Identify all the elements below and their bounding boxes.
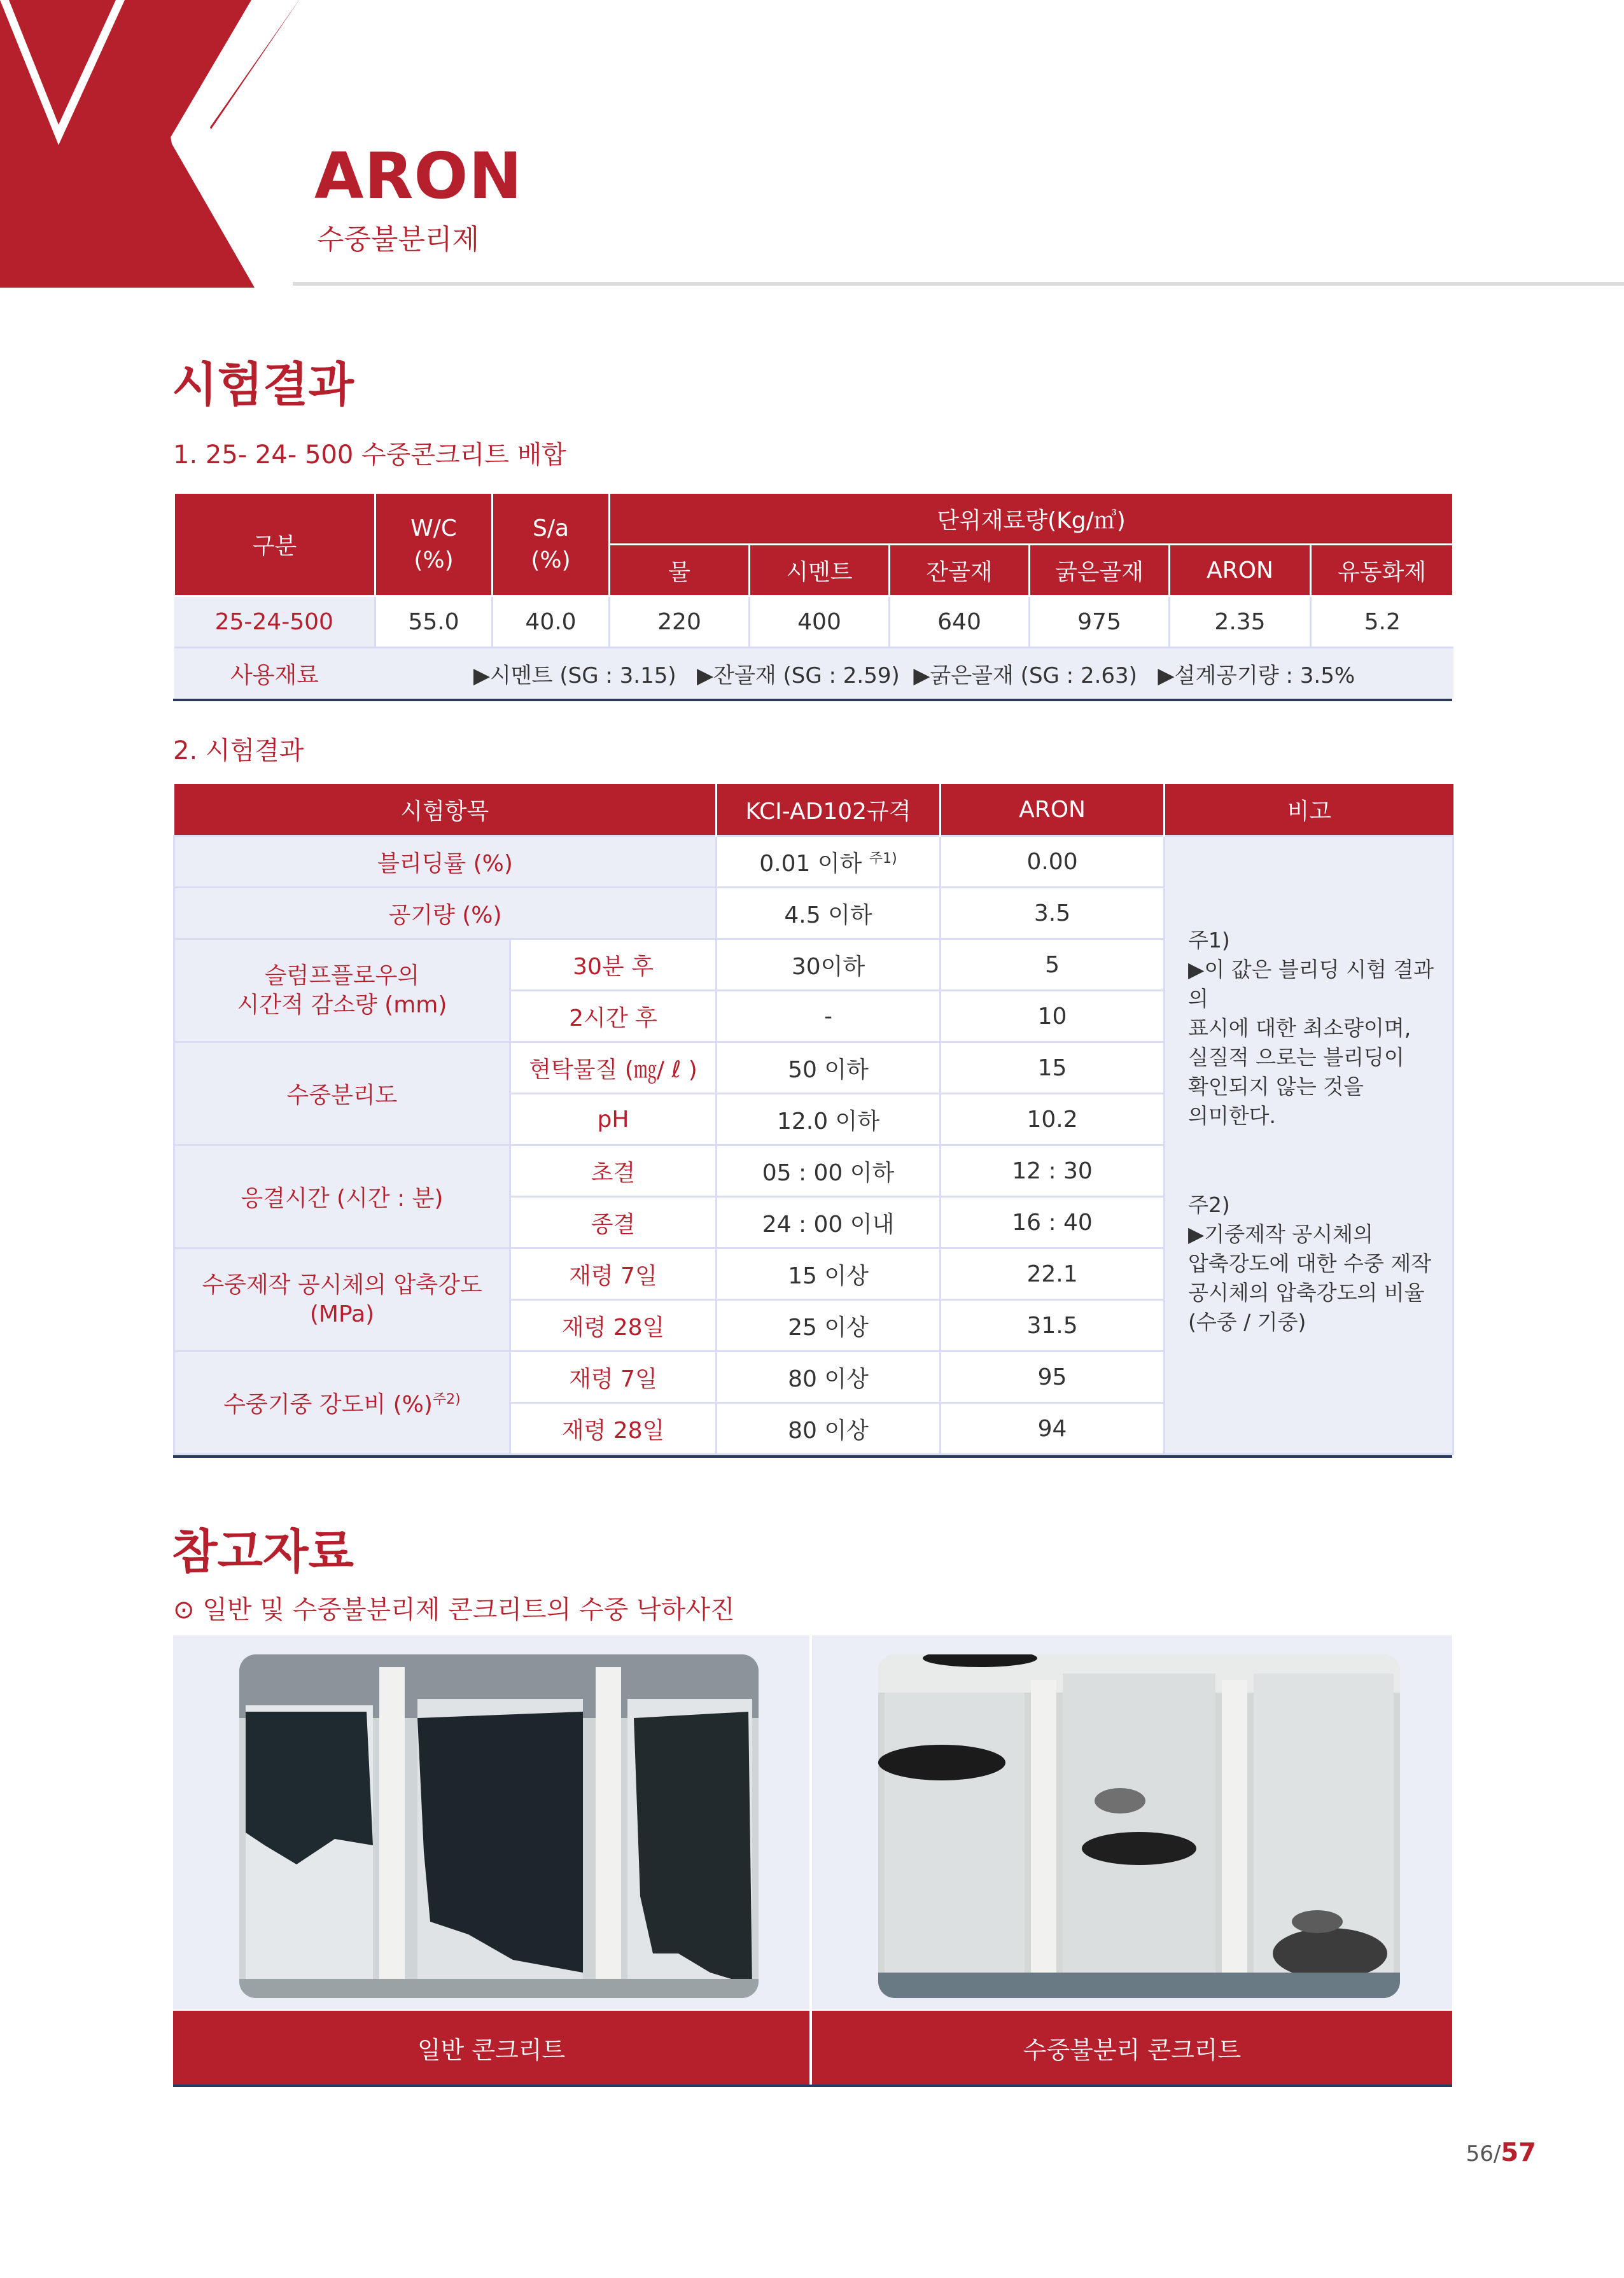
note1-text: ▶이 값은 블리딩 시험 결과의 표시에 대한 최소량이며, 실질적 으로는 블리딩이 확인되지 않는 것을 의미한다.: [1188, 957, 1434, 1128]
section-title-results: 시험결과: [172, 358, 354, 412]
sub-28day: 재령 28일: [510, 1300, 717, 1352]
sub-2hours: 2시간 후: [510, 991, 717, 1042]
cell-sa: 40.0: [493, 596, 610, 648]
sub-7day: 재령 7일: [510, 1248, 717, 1300]
header-kci-spec: KCI-AD102규격: [717, 784, 941, 836]
spec-7day-strength: 15 이상: [717, 1248, 941, 1300]
spec-ratio-7day: 80 이상: [717, 1352, 941, 1403]
subsection-title-results: 2. 시험결과: [173, 736, 304, 765]
brand-subtitle: 수중불분리제: [317, 223, 480, 256]
spec-ratio-28day: 80 이상: [717, 1403, 941, 1455]
header-category: 구분: [174, 493, 375, 596]
sub-suspended-solids: 현탁물질 (㎎/ ℓ ): [510, 1042, 717, 1094]
table-row: [174, 596, 1453, 648]
item-air-content: 공기량 (%): [174, 888, 717, 939]
spec-bleeding-value: 0.01 이하: [759, 850, 869, 877]
table-row: [174, 836, 1453, 888]
header-test-item: 시험항목: [174, 784, 717, 836]
ordinary-concrete-photo: [239, 1654, 759, 1998]
table-bottom-rule: [173, 1455, 1452, 1458]
aron-2hours: 10: [941, 991, 1165, 1042]
sub-ratio-7day: 재령 7일: [510, 1352, 717, 1403]
footnote-ref-2: 주2): [432, 1392, 461, 1408]
mix-table: [173, 492, 1454, 698]
cell-fine-aggregate: 640: [890, 596, 1030, 648]
note2-title: 주2): [1188, 1192, 1230, 1217]
caption-ordinary-concrete: 일반 콘크리트: [173, 2011, 809, 2085]
group-strength-ratio: [174, 1352, 510, 1455]
cell-cement: 400: [750, 596, 890, 648]
note1-title: 주1): [1188, 928, 1230, 953]
spec-28day-strength: 25 이상: [717, 1300, 941, 1352]
sub-ratio-28day: 재령 28일: [510, 1403, 717, 1455]
materials-label: 사용재료: [174, 648, 375, 699]
header-water: 물: [610, 545, 750, 596]
group-washout: 수중분리도: [174, 1042, 510, 1145]
aron-initial-set: 12 : 30: [941, 1145, 1165, 1197]
header-aron: ARON: [1170, 545, 1311, 596]
aron-final-set: 16 : 40: [941, 1197, 1165, 1248]
aron-air-content: 3.5: [941, 888, 1165, 939]
note2-text: ▶기중제작 공시체의 압축강도에 대한 수중 제작 공시체의 압축강도의 비율 (수중 / 기중): [1188, 1222, 1432, 1334]
aron-30min: 5: [941, 939, 1165, 991]
aron-28day-strength: 31.5: [941, 1300, 1165, 1352]
table-bottom-rule: [173, 699, 1452, 701]
section-title-reference: 참고자료: [172, 1525, 354, 1579]
header-wc: W/C (%): [375, 493, 493, 596]
group-setting-time: 응결시간 (시간 : 분): [174, 1145, 510, 1248]
cell-water: 220: [610, 596, 750, 648]
row-label: 25-24-500: [174, 596, 375, 648]
caption-bottom-rule: [173, 2085, 1452, 2087]
group-compressive-strength: 수중제작 공시체의 압축강도 (MPa): [174, 1248, 510, 1352]
header-sa: S/a (%): [493, 493, 610, 596]
sub-final-set: 종결: [510, 1197, 717, 1248]
header-cement: 시멘트: [750, 545, 890, 596]
header-remarks: 비고: [1165, 784, 1453, 836]
page-current: 56/: [1466, 2141, 1501, 2167]
spec-2hours: -: [717, 991, 941, 1042]
footnote-ref-1: 주1): [869, 850, 897, 867]
materials-text: ▶시멘트 (SG : 3.15) ▶잔골재 (SG : 2.59) ▶굵은골재 (SG : 2.63) ▶설계공기량 : 3.5%: [375, 648, 1453, 699]
spec-suspended-solids: 50 이하: [717, 1042, 941, 1094]
sub-30min: 30분 후: [510, 939, 717, 991]
header-fine-aggregate: 잔골재: [890, 545, 1030, 596]
page-total: 57: [1501, 2138, 1536, 2167]
sub-ph: pH: [510, 1094, 717, 1145]
results-table: [173, 784, 1454, 1455]
cell-aron: 2.35: [1170, 596, 1311, 648]
cell-superplasticizer: 5.2: [1364, 608, 1401, 635]
caption-anti-washout-concrete: 수중불분리 콘크리트: [812, 2011, 1452, 2085]
header-unit-amount: 단위재료량(Kg/㎥): [610, 493, 1453, 545]
spec-bleeding: [717, 836, 941, 888]
remarks-cell: [1165, 836, 1453, 1455]
header-aron-result: ARON: [941, 784, 1165, 836]
cell-wc: 55.0: [375, 596, 493, 648]
table-row: [174, 648, 1453, 699]
aron-ph: 10.2: [941, 1094, 1165, 1145]
group-slump-flow: 슬럼프플로우의 시간적 감소량 (mm): [174, 939, 510, 1042]
aron-7day-strength: 22.1: [941, 1248, 1165, 1300]
spec-30min: 30이하: [717, 939, 941, 991]
header-superplasticizer: 유동화제: [1311, 545, 1453, 596]
spec-air-content: 4.5 이하: [717, 888, 941, 939]
item-bleeding: 블리딩률 (%): [174, 836, 717, 888]
aron-ratio-28day: 94: [941, 1403, 1165, 1455]
anti-washout-concrete-photo: [878, 1654, 1400, 1998]
spec-ph: 12.0 이하: [717, 1094, 941, 1145]
aron-suspended-solids: 15: [941, 1042, 1165, 1094]
cell-coarse-aggregate: 975: [1030, 596, 1170, 648]
header-coarse-aggregate: 굵은골재: [1030, 545, 1170, 596]
aron-ratio-7day: 95: [941, 1352, 1165, 1403]
subsection-title-mix: 1. 25- 24- 500 수중콘크리트 배합: [173, 440, 566, 470]
aron-bleeding: 0.00: [941, 836, 1165, 888]
subsection-title-photos: ⊙ 일반 및 수중불분리제 콘크리트의 수중 낙하사진: [173, 1595, 735, 1625]
k-logo-icon: [0, 0, 305, 288]
spec-final-set: 24 : 00 이내: [717, 1197, 941, 1248]
header-divider: [293, 282, 1624, 286]
spec-initial-set: 05 : 00 이하: [717, 1145, 941, 1197]
sub-initial-set: 초결: [510, 1145, 717, 1197]
brand-title: ARON: [314, 139, 523, 213]
page-number: [1466, 2138, 1536, 2167]
group-strength-ratio-label: 수중기중 강도비 (%): [223, 1392, 433, 1418]
